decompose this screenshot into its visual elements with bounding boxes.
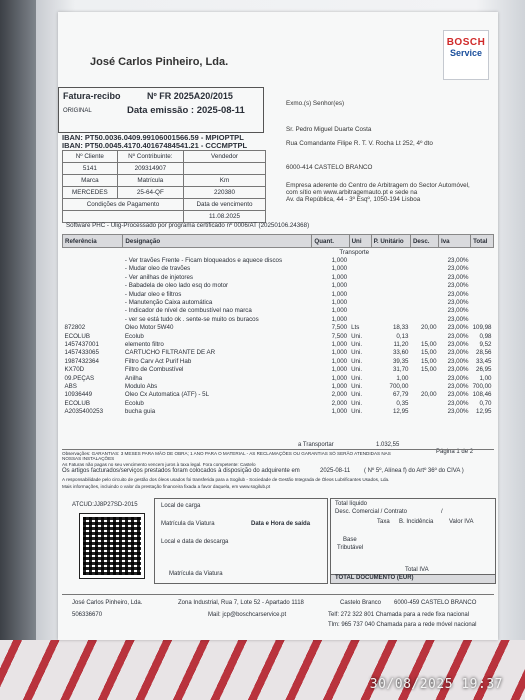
footer-postal: 6000-459 CASTELO BRANCO (394, 600, 477, 606)
table-row (63, 290, 494, 298)
cell-unit (349, 273, 371, 281)
cell-ref: ABS (64, 382, 77, 390)
cell-ref (63, 307, 123, 315)
cell-km: 220380 (183, 187, 265, 199)
cell-desc: - Indicador de nível de combustível nao marca (124, 307, 252, 315)
cell-unit (349, 265, 371, 273)
cell-disc (410, 399, 438, 407)
cell-price (371, 282, 410, 290)
table-row (63, 374, 494, 382)
cell-price: 0,35 (396, 399, 409, 407)
cell-unit: Uni. (351, 357, 363, 365)
cell-vat: 23,00% (447, 299, 469, 307)
cell-ref (63, 256, 123, 264)
iban-line-1: IBAN: PT50.0036.0409.99106001566.59 - MPIOPTPL (62, 133, 244, 142)
col-qty: Quant. (312, 235, 349, 248)
col-ref: Referência (63, 235, 123, 248)
table-row (63, 256, 494, 264)
cell-desc: - Babadela de oleo lado esq do motor (124, 282, 229, 290)
recipient-street: Rua Comandante Filipe R. T. V. Rocha Lt 252, 4º dto (286, 140, 433, 147)
cell-qty: 1,000 (331, 265, 348, 273)
cell-disc (410, 407, 438, 415)
cell-due: 11.08.2025 (183, 211, 265, 223)
cell-price: 67,79 (392, 391, 409, 399)
cell-total: 1,00 (479, 374, 492, 382)
base-label: Base (343, 537, 357, 543)
cell-vat: 23,00% (447, 366, 469, 374)
table-row (63, 382, 494, 390)
rate-label: Taxa (377, 519, 390, 525)
iban-line-2: IBAN: PT50.0045.4170.40167484541.21 - CCCMPTPL (62, 141, 248, 150)
cell-vat: 23,00% (447, 349, 469, 357)
cell-nif-label: Nº Contribuinte: (117, 151, 183, 163)
cell-disc: 15,00 (421, 340, 437, 348)
cell-price: 0,13 (396, 332, 409, 340)
cell-price (371, 307, 410, 315)
cell-price: 700,00 (389, 382, 409, 390)
cell-qty: 1,000 (331, 382, 348, 390)
bosch-service-logo (443, 30, 489, 80)
cell-total: 0,98 (479, 332, 492, 340)
cell-unit (349, 282, 371, 290)
footer-divider (62, 594, 494, 595)
cell-vat: 23,00% (447, 265, 469, 273)
items-table (62, 234, 494, 416)
cell-unit (349, 290, 371, 298)
cell-unit (349, 298, 371, 306)
cell-disc (410, 374, 438, 382)
logo-line-1: BOSCH (446, 37, 486, 48)
col-vat: Iva (439, 235, 471, 248)
software-certification: Software PHC - Ulig-Processado por programa certificado nº 0006/AT (20250106.24368) (66, 222, 310, 229)
cell-vat: 23,00% (447, 391, 469, 399)
cell-disc (410, 315, 438, 323)
cell-ref: ECOLUB (64, 399, 90, 407)
cell-price: 1,00 (396, 374, 409, 382)
cell-disc (410, 307, 438, 315)
cell-disc: 15,00 (421, 357, 437, 365)
cell-desc: - Manutenção Caixa automática (124, 299, 213, 307)
cell-ref: ECOLUB (64, 332, 90, 340)
doc-number: Nº FR 2025A20/2015 (147, 91, 233, 101)
cell-vat: 23,00% (447, 374, 469, 382)
departure-label: Data e Hora de saída (251, 521, 311, 527)
footer-mobile: Tlm: 965 737 040 Chamada para a rede móvel nacional (328, 622, 477, 628)
cell-total (471, 307, 494, 315)
qr-code (80, 514, 144, 578)
cell-price (371, 298, 410, 306)
cell-vat: 23,00% (447, 290, 469, 298)
cell-qty: 2,000 (331, 399, 348, 407)
page-number: Página 1 de 2 (436, 449, 474, 455)
cell-total: 33,45 (476, 357, 492, 365)
cell-total: 700,00 (472, 382, 492, 390)
cell-ref: 1987432364 (64, 357, 99, 365)
cell-desc: - Ver travões Frente - Ficam bloqueados e aquece discos (124, 257, 283, 265)
cell-ref (63, 265, 123, 273)
cell-vat: 23,00% (447, 273, 469, 281)
arbitration-line-1: Empresa aderente do Centro de Arbitragem do Sector Automóvel, (286, 182, 470, 189)
cell-brand-label: Marca (63, 175, 118, 187)
cell-desc: - Ver anilhas de injetores (124, 273, 194, 281)
cell-price: 11,20 (393, 340, 409, 348)
doc-copy: ORIGINAL (63, 108, 92, 114)
cell-price: 33,60 (392, 349, 409, 357)
recipient-name: Sr. Pedro Miguel Duarte Costa (286, 126, 372, 133)
cell-desc: bucha guia (124, 408, 156, 416)
availability-date: 2025-08-11 (320, 468, 351, 474)
table-row (63, 340, 494, 348)
cell-disc: 20,00 (421, 324, 437, 332)
totals-box (330, 498, 496, 584)
cell-desc: Oleo Cx Automatica (ATF) - 5L (124, 391, 210, 399)
cell-qty: 1,000 (331, 340, 348, 348)
footer-address: Zona Industrial, Rua 7, Lote 52 - Apartado 1118 (178, 600, 304, 606)
table-row (63, 332, 494, 340)
cell-total (471, 290, 494, 298)
cell-total: 26,95 (476, 366, 492, 374)
cell-ref: KX70D (64, 366, 85, 374)
net-total-label: Total líquido (335, 501, 368, 507)
cell-ref: 872802 (64, 324, 86, 332)
cell-disc (410, 256, 438, 264)
cell-ref: 10936449 (64, 391, 93, 399)
load-place-label: Local de carga (161, 503, 201, 509)
cell-desc: Ecolub (124, 332, 144, 340)
carry-total: 1.032,55 (376, 442, 400, 448)
cell-desc: - ver se está tudo ok . sente-se muito os buracos (124, 315, 259, 323)
cell-unit: Uni. (351, 399, 363, 407)
cell-price: 31,70 (392, 366, 409, 374)
footer-company: José Carlos Pinheiro, Lda. (72, 600, 143, 606)
cell-qty: 1,000 (331, 315, 348, 323)
table-row (63, 399, 494, 407)
cell-desc: elemento filtro (124, 340, 164, 348)
invoice-header-box (58, 87, 264, 133)
cell-vat: 23,00% (447, 324, 469, 332)
cell-qty: 1,000 (331, 349, 348, 357)
cell-vat: 23,00% (447, 257, 469, 265)
cell-desc: Oleo Motor 5W40 (124, 324, 174, 332)
cell-unit: Uni. (351, 391, 363, 399)
table-row (63, 273, 494, 281)
cell-ref (63, 282, 123, 290)
col-total: Total (471, 235, 494, 248)
cell-ref: 09.PEÇAS (64, 374, 95, 382)
cell-vat: 23,00% (447, 315, 469, 323)
cell-vat: 23,00% (447, 382, 469, 390)
vat-value-label: Valor IVA (449, 519, 474, 525)
cell-qty: 1,000 (331, 408, 348, 416)
footer-tel: Telf: 272 322 801 Chamada para a rede fixa nacional (328, 612, 470, 618)
table-row (63, 265, 494, 273)
cell-disc: 15,00 (421, 366, 437, 374)
cell-disc: 20,00 (421, 391, 437, 399)
cell-disc (410, 332, 438, 340)
cell-qty: 1,000 (331, 257, 348, 265)
cell-qty: 7,500 (331, 332, 348, 340)
invoice-paper (58, 12, 498, 640)
cell-desc: Filtro Carv Act Purif Hab (124, 357, 192, 365)
sogilub-notice: A responsabilidade pelo circuito de gestão dos óleos usados foi transferida para a Sogilub - Sociedade de Gestão Integrada de Óleos Lubrificantes Usados, Lda. (62, 477, 390, 482)
table-row (63, 365, 494, 373)
cell-disc: 15,00 (421, 349, 437, 357)
col-unit: Uni (349, 235, 371, 248)
cell-total (471, 256, 494, 264)
cell-ref: 1457433065 (64, 349, 99, 357)
cell-total (471, 315, 494, 323)
cell-price (371, 290, 410, 298)
cell-km-label: Km (183, 175, 265, 187)
cell-plate-label: Matrícula (117, 175, 183, 187)
doc-type: Fatura-recibo (63, 91, 121, 101)
observations-2: NOSSAS INSTALAÇÕES (62, 456, 115, 461)
table-row (63, 349, 494, 357)
cell-unit: Lts (351, 324, 360, 332)
cell-unit (349, 307, 371, 315)
cell-ref (63, 315, 123, 323)
cell-client-label: Nº Cliente (63, 151, 118, 163)
cell-total (471, 273, 494, 281)
cell-unit: Uni. (351, 349, 363, 357)
cell-price: 12,95 (392, 408, 409, 416)
client-info-grid (62, 150, 266, 223)
observations: Observações: GARANTIAS: 3 MESES PARA MÃO DE OBRA; 1 ANO PARA O MATERIAL - AS RECLAMAÇÕES OU GARANTIAS SÓ SERÃO ATENDIDAS NAS (62, 449, 494, 456)
cell-price: 39,35 (392, 357, 409, 365)
cell-qty: 7,500 (331, 324, 348, 332)
cell-plate: 25-64-QF (117, 187, 183, 199)
cell-unit: Uni. (351, 382, 363, 390)
arbitration-line-3: Av. da República, 44 - 3º Esqº, 1050-194 Lisboa (286, 196, 421, 203)
cell-qty: 1,000 (331, 374, 348, 382)
recipient-city: 6000-414 CASTELO BRANCO (286, 164, 373, 171)
cell-unit (349, 315, 371, 323)
cell-client: 5141 (63, 163, 118, 175)
cell-brand: MERCEDES (63, 187, 118, 199)
cell-ref (63, 290, 123, 298)
footer-nif: 506336670 (72, 612, 103, 618)
vehicle-plate-label: Matrícula da Viatura (161, 521, 215, 527)
table-row (63, 298, 494, 306)
cell-vat: 23,00% (447, 408, 469, 416)
cell-desc: Filtro de Combustível (124, 366, 184, 374)
cell-vat: 23,00% (447, 340, 469, 348)
cell-nif: 209314907 (117, 163, 183, 175)
sogilub-more: Mais informações, incluindo o valor da prestação financeira fixada a favor daquela, em www.sogilub.pt (62, 484, 271, 489)
cell-unit: Uni. (351, 332, 363, 340)
cell-unit: Uni. (351, 374, 363, 382)
recipient-greeting: Exmo.(s) Senhor(es) (286, 100, 345, 107)
cell-qty: 1,000 (331, 273, 348, 281)
availability-notice: Os artigos facturados/serviços prestados foram colocados à disposição do adquirente em (62, 468, 300, 474)
cell-total: 0,70 (479, 399, 492, 407)
cell-qty: 1,000 (331, 282, 348, 290)
discount-slash: / (441, 509, 443, 515)
cell-seller (183, 163, 265, 175)
cell-total (471, 298, 494, 306)
cell-payment (63, 211, 184, 223)
table-row (63, 307, 494, 315)
cell-disc (410, 298, 438, 306)
cell-payment-label: Condições de Pagamento (63, 199, 184, 211)
cell-qty: 1,000 (331, 357, 348, 365)
cell-vat: 23,00% (447, 357, 469, 365)
cell-total: 109,98 (472, 324, 492, 332)
cell-unit (349, 256, 371, 264)
cell-total: 9,52 (479, 340, 492, 348)
cell-desc: - Mudar oleo de travões (124, 265, 191, 273)
cell-vat: 23,00% (447, 399, 469, 407)
table-row (63, 324, 494, 332)
footer-mail: Mail: jcp@boschcarservice.pt (208, 612, 287, 618)
cell-disc (410, 290, 438, 298)
atcud: ATCUD:JJ8P27SD-2015 (72, 502, 138, 508)
cell-total (471, 282, 494, 290)
transport-box (154, 498, 328, 584)
discount-label: Desc. Comercial / Contrato (335, 509, 408, 515)
cell-price (371, 256, 410, 264)
cell-vat: 23,00% (447, 282, 469, 290)
transport-label: Transporte (339, 248, 370, 256)
cell-disc (410, 273, 438, 281)
grand-total-label: TOTAL DOCUMENTO (EUR) (335, 575, 414, 581)
cell-ref: 1457437001 (64, 340, 99, 348)
grand-total-bar (331, 574, 495, 583)
company-name: José Carlos Pinheiro, Lda. (90, 56, 229, 68)
cell-desc: - Mudar oleo e filtros (124, 290, 182, 298)
cell-unit: Uni. (351, 340, 363, 348)
cell-qty: 1,000 (331, 307, 348, 315)
cell-seller-label: Vendedor (183, 151, 265, 163)
footer-city: Castelo Branco (340, 600, 382, 606)
table-row (63, 357, 494, 365)
col-disc: Desc. (410, 235, 438, 248)
interest-notice: As Faturas não pagas no seu vencimento vencem juros à taxa legal. Fora competente: Castelo (62, 462, 256, 467)
arbitration-line-2: com sítio em www.arbitragemauto.pt e sede na (286, 189, 418, 196)
cell-disc (410, 382, 438, 390)
taxable-label: Tributável (337, 545, 364, 551)
cell-price (371, 315, 410, 323)
cell-total: 12,95 (476, 408, 492, 416)
cell-price (371, 265, 410, 273)
unload-label: Local e data de descarga (161, 539, 229, 545)
table-row (63, 391, 494, 399)
civa-reference: ( Nº 5º, Alínea f) do Artº 36º do CIVA ) (364, 468, 464, 474)
photo-timestamp: 30/08/2025 19:37 (369, 677, 503, 692)
cell-price (371, 273, 410, 281)
cell-qty: 1,000 (331, 299, 348, 307)
cell-price: 18,33 (392, 324, 409, 332)
cell-disc (410, 265, 438, 273)
vehicle-plate-label-2: Matrícula da Viatura (169, 571, 223, 577)
cell-qty: 2,000 (331, 391, 348, 399)
cell-due-label: Data de vencimento (183, 199, 265, 211)
col-price: P. Unitário (371, 235, 410, 248)
cell-total (471, 265, 494, 273)
table-row (63, 407, 494, 415)
cell-qty: 1,000 (331, 290, 348, 298)
cell-desc: Modulo Abs (124, 382, 158, 390)
cell-disc (410, 282, 438, 290)
cell-ref (63, 298, 123, 306)
cell-total: 108,46 (472, 391, 492, 399)
base-incidence-label: B. Incidência (399, 519, 434, 525)
cell-qty: 1,000 (331, 366, 348, 374)
cell-unit: Uni. (351, 366, 363, 374)
cell-unit: Uni. (351, 408, 363, 416)
logo-line-2: Service (449, 48, 483, 58)
cell-ref (63, 273, 123, 281)
issue-date: Data emissão : 2025-08-11 (127, 105, 245, 116)
carry-label: a Transportar (298, 442, 334, 448)
cell-vat: 23,00% (447, 332, 469, 340)
cell-desc: CARTUCHO FILTRANTE DE AR (124, 349, 216, 357)
cell-vat: 23,00% (447, 307, 469, 315)
cell-desc: Ecolub (124, 399, 144, 407)
cell-total: 28,56 (476, 349, 492, 357)
cell-desc: Anilha (124, 374, 143, 382)
total-vat-label: Total IVA (405, 567, 429, 573)
table-row (63, 315, 494, 323)
table-row (63, 282, 494, 290)
col-desc: Designação (123, 235, 312, 248)
cell-ref: A2035400253 (64, 408, 104, 416)
